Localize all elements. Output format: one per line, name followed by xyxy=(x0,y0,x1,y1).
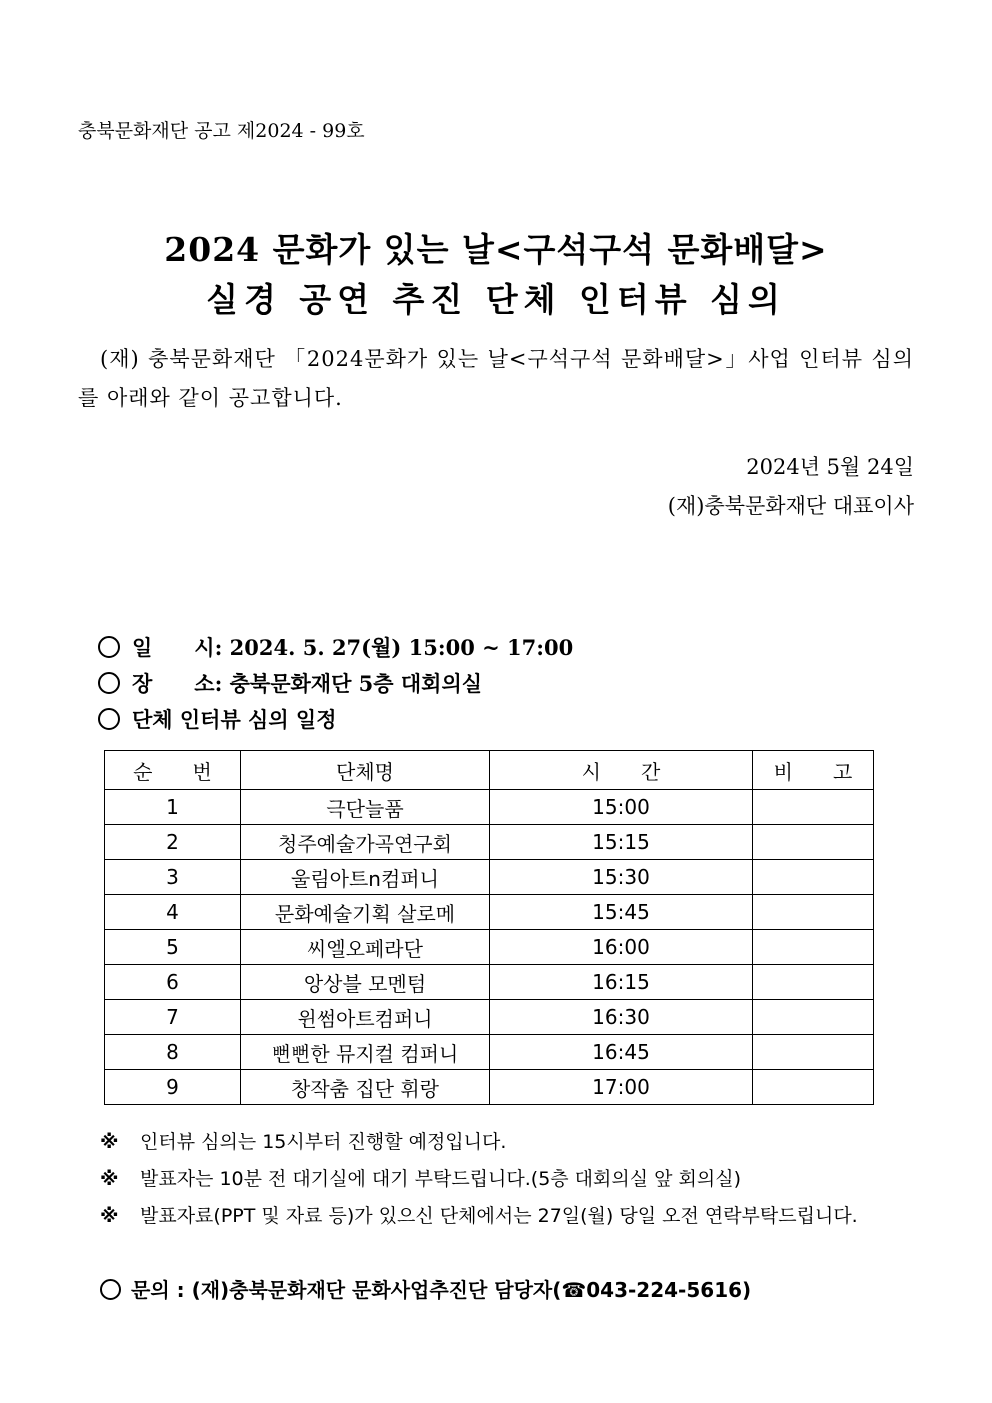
reference-mark-icon: ※ xyxy=(100,1131,119,1153)
circle-bullet-icon xyxy=(98,636,120,658)
header-remarks: 비 고 xyxy=(753,751,874,790)
table-row xyxy=(105,1000,874,1035)
cell-remarks xyxy=(753,895,874,930)
cell-remarks xyxy=(753,1035,874,1070)
table-row xyxy=(105,1070,874,1105)
info-datetime-text: 일 시: 2024. 5. 27(월) 15:00 ~ 17:00 xyxy=(132,635,574,660)
cell-time: 15:30 xyxy=(490,860,753,895)
cell-time: 17:00 xyxy=(490,1070,753,1105)
notes xyxy=(100,1124,914,1235)
cell-time: 15:45 xyxy=(490,895,753,930)
info-place-text: 장 소: 충북문화재단 5층 대회의실 xyxy=(132,671,483,696)
table-row xyxy=(105,860,874,895)
info-schedule-title-text: 단체 인터뷰 심의 일정 xyxy=(132,707,337,732)
cell-group-name: 창작춤 집단 휘랑 xyxy=(241,1070,490,1105)
cell-time: 15:15 xyxy=(490,825,753,860)
table-row xyxy=(105,825,874,860)
cell-number: 6 xyxy=(105,965,241,1000)
cell-group-name: 문화예술기획 살로메 xyxy=(241,895,490,930)
intro-text: (재) 충북문화재단 「2024문화가 있는 날<구석구석 문화배달>」사업 인터뷰 심의를 아래와 같이 공고합니다. xyxy=(78,347,914,410)
cell-number: 1 xyxy=(105,790,241,825)
cell-number: 2 xyxy=(105,825,241,860)
info-place xyxy=(98,668,482,698)
cell-number: 3 xyxy=(105,860,241,895)
cell-time: 16:15 xyxy=(490,965,753,1000)
cell-group-name: 윈썸아트컴퍼니 xyxy=(241,1000,490,1035)
info-schedule-title xyxy=(98,704,337,734)
table-row xyxy=(105,790,874,825)
table-row xyxy=(105,930,874,965)
note-item xyxy=(100,1198,914,1235)
info-datetime xyxy=(98,632,573,662)
circle-bullet-icon xyxy=(100,1279,121,1300)
table-row xyxy=(105,965,874,1000)
cell-number: 9 xyxy=(105,1070,241,1105)
circle-bullet-icon xyxy=(98,708,120,730)
cell-time: 16:30 xyxy=(490,1000,753,1035)
cell-time: 16:45 xyxy=(490,1035,753,1070)
cell-remarks xyxy=(753,825,874,860)
cell-remarks xyxy=(753,965,874,1000)
intro-paragraph xyxy=(78,340,914,418)
cell-group-name: 울림아트n컴퍼니 xyxy=(241,860,490,895)
cell-remarks xyxy=(753,790,874,825)
cell-remarks xyxy=(753,1070,874,1105)
date-block xyxy=(668,448,914,526)
cell-group-name: 뻔뻔한 뮤지컬 컴퍼니 xyxy=(241,1035,490,1070)
table-row xyxy=(105,895,874,930)
cell-time: 15:00 xyxy=(490,790,753,825)
note-text: 인터뷰 심의는 15시부터 진행할 예정입니다. xyxy=(140,1131,507,1153)
note-text: 발표자료(PPT 및 자료 등)가 있으신 단체에서는 27일(월) 당일 오전 연락부탁드립니다. xyxy=(140,1205,858,1227)
table-row xyxy=(105,1035,874,1070)
cell-remarks xyxy=(753,1000,874,1035)
table-header-row xyxy=(105,751,874,790)
cell-number: 7 xyxy=(105,1000,241,1035)
reference-mark-icon: ※ xyxy=(100,1168,119,1190)
title-line-1: 2024 문화가 있는 날<구석구석 문화배달> xyxy=(164,230,828,269)
notice-number: 충북문화재단 공고 제2024 - 99호 xyxy=(78,120,365,142)
cell-group-name: 극단늘품 xyxy=(241,790,490,825)
issuer: (재)충북문화재단 대표이사 xyxy=(667,494,914,518)
cell-remarks xyxy=(753,930,874,965)
note-item xyxy=(100,1161,914,1198)
header-number: 순 번 xyxy=(105,751,241,790)
header-group-name: 단체명 xyxy=(241,751,490,790)
cell-group-name: 씨엘오페라단 xyxy=(241,930,490,965)
header-time: 시 간 xyxy=(490,751,753,790)
cell-time: 16:00 xyxy=(490,930,753,965)
reference-mark-icon: ※ xyxy=(100,1205,119,1227)
cell-number: 4 xyxy=(105,895,241,930)
contact-info xyxy=(100,1274,751,1303)
schedule-table xyxy=(104,750,874,1105)
title-line-2: 실경 공연 추진 단체 인터뷰 심의 xyxy=(206,280,786,319)
announcement-date: 2024년 5월 24일 xyxy=(746,455,914,479)
contact-text: 문의 : (재)충북문화재단 문화사업추진단 담당자(☎043-224-5616) xyxy=(131,1278,752,1302)
note-text: 발표자는 10분 전 대기실에 대기 부탁드립니다.(5층 대회의실 앞 회의실) xyxy=(140,1168,742,1190)
cell-remarks xyxy=(753,860,874,895)
circle-bullet-icon xyxy=(98,672,120,694)
cell-group-name: 청주예술가곡연구회 xyxy=(241,825,490,860)
cell-group-name: 앙상블 모멘텀 xyxy=(241,965,490,1000)
note-item xyxy=(100,1124,914,1161)
cell-number: 5 xyxy=(105,930,241,965)
cell-number: 8 xyxy=(105,1035,241,1070)
